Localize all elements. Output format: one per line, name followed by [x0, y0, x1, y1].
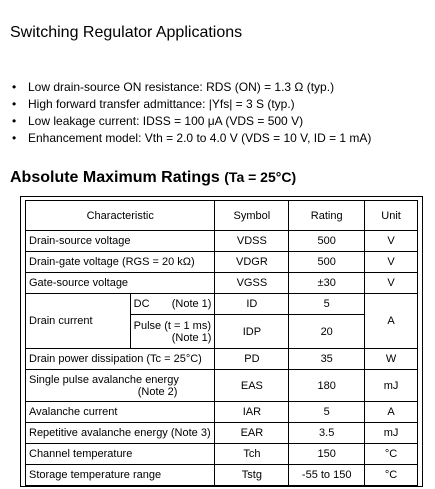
- cell-symbol: PD: [215, 349, 289, 370]
- feature-text: Low drain-source ON resistance: RDS (ON) = 1.3 Ω (typ.): [28, 80, 335, 94]
- ratings-table: [25, 200, 418, 486]
- feature-text: High forward transfer admittance: |Yfs| = 3 S (typ.): [28, 97, 295, 111]
- header-characteristic: Characteristic: [26, 201, 215, 231]
- cell-symbol: VDGR: [215, 252, 289, 273]
- feature-text: Low leakage current: IDSS = 100 μA (VDS = 500 V): [28, 114, 304, 128]
- subcondition-label: Pulse (t = 1 ms): [133, 319, 211, 332]
- characteristic-label: Single pulse avalanche energy: [29, 373, 179, 386]
- cell-characteristic: Drain-gate voltage (RGS = 20 kΩ): [26, 252, 215, 273]
- cell-rating: -55 to 150: [289, 465, 365, 486]
- cell-rating: 35: [289, 349, 365, 370]
- header-unit: Unit: [365, 201, 418, 231]
- cell-rating: 3.5: [289, 423, 365, 444]
- cell-symbol: ID: [215, 294, 289, 315]
- cell-characteristic: Avalanche current: [26, 402, 215, 423]
- cell-subcondition: [130, 294, 215, 315]
- cell-unit: A: [365, 294, 418, 349]
- section-heading: [10, 169, 296, 187]
- table-row: [26, 465, 418, 486]
- cell-unit: A: [365, 402, 418, 423]
- cell-unit: mJ: [365, 370, 418, 402]
- cell-rating: 20: [289, 315, 365, 349]
- cell-symbol: EAS: [215, 370, 289, 402]
- feature-text: Enhancement model: Vth = 2.0 to 4.0 V (VDS = 10 V, ID = 1 mA): [28, 131, 372, 145]
- bullet-icon: •: [12, 114, 17, 128]
- cell-rating: 150: [289, 444, 365, 465]
- cell-symbol: EAR: [215, 423, 289, 444]
- table-row: [26, 231, 418, 252]
- cell-unit: °C: [365, 444, 418, 465]
- note-ref: (Note 3): [170, 427, 211, 439]
- cell-unit: V: [365, 252, 418, 273]
- cell-unit: V: [365, 273, 418, 294]
- cell-rating: ±30: [289, 273, 365, 294]
- cell-symbol: VGSS: [215, 273, 289, 294]
- cell-characteristic: [26, 423, 215, 444]
- table-row: [26, 444, 418, 465]
- cell-characteristic: Drain current: [26, 294, 131, 349]
- cell-symbol: Tch: [215, 444, 289, 465]
- cell-characteristic: Channel temperature: [26, 444, 215, 465]
- cell-rating: 5: [289, 294, 365, 315]
- bullet-icon: •: [12, 97, 17, 111]
- cell-rating: 5: [289, 402, 365, 423]
- cell-rating: 500: [289, 252, 365, 273]
- cell-characteristic: [26, 370, 215, 402]
- table-row: [26, 252, 418, 273]
- cell-subcondition: [130, 315, 215, 349]
- table-row: [26, 402, 418, 423]
- header-symbol: Symbol: [215, 201, 289, 231]
- table-row: [26, 273, 418, 294]
- feature-item: [12, 130, 371, 147]
- table-row: [26, 294, 418, 315]
- page-title: Switching Regulator Applications: [10, 24, 243, 41]
- cell-characteristic: Gate-source voltage: [26, 273, 215, 294]
- cell-rating: 500: [289, 231, 365, 252]
- cell-unit: mJ: [365, 423, 418, 444]
- feature-item: [12, 96, 371, 113]
- section-condition: (Ta = 25°C): [224, 169, 297, 185]
- cell-rating: 180: [289, 370, 365, 402]
- feature-item: [12, 113, 371, 130]
- feature-item: [12, 79, 371, 96]
- subcondition-label: DC: [133, 298, 150, 310]
- cell-unit: V: [365, 231, 418, 252]
- cell-characteristic: Drain-source voltage: [26, 231, 215, 252]
- cell-characteristic: Drain power dissipation (Tc = 25°C): [26, 349, 215, 370]
- table-header-row: [26, 201, 418, 231]
- bullet-icon: •: [12, 131, 17, 145]
- cell-symbol: VDSS: [215, 231, 289, 252]
- note-ref: (Note 2): [137, 385, 178, 398]
- note-ref: (Note 1): [171, 331, 212, 344]
- characteristic-label: Repetitive avalanche energy: [29, 427, 168, 439]
- table-row: [26, 423, 418, 444]
- header-rating: Rating: [289, 201, 365, 231]
- feature-list: [12, 79, 371, 147]
- cell-unit: °C: [365, 465, 418, 486]
- bullet-icon: •: [12, 80, 17, 94]
- cell-characteristic: Storage temperature range: [26, 465, 215, 486]
- cell-unit: W: [365, 349, 418, 370]
- table-row: [26, 349, 418, 370]
- cell-symbol: Tstg: [215, 465, 289, 486]
- cell-symbol: IDP: [215, 315, 289, 349]
- table-row: [26, 370, 418, 402]
- section-title: Absolute Maximum Ratings: [10, 169, 220, 186]
- cell-symbol: IAR: [215, 402, 289, 423]
- note-ref: (Note 1): [171, 298, 212, 310]
- subcondition-dc: [134, 298, 212, 310]
